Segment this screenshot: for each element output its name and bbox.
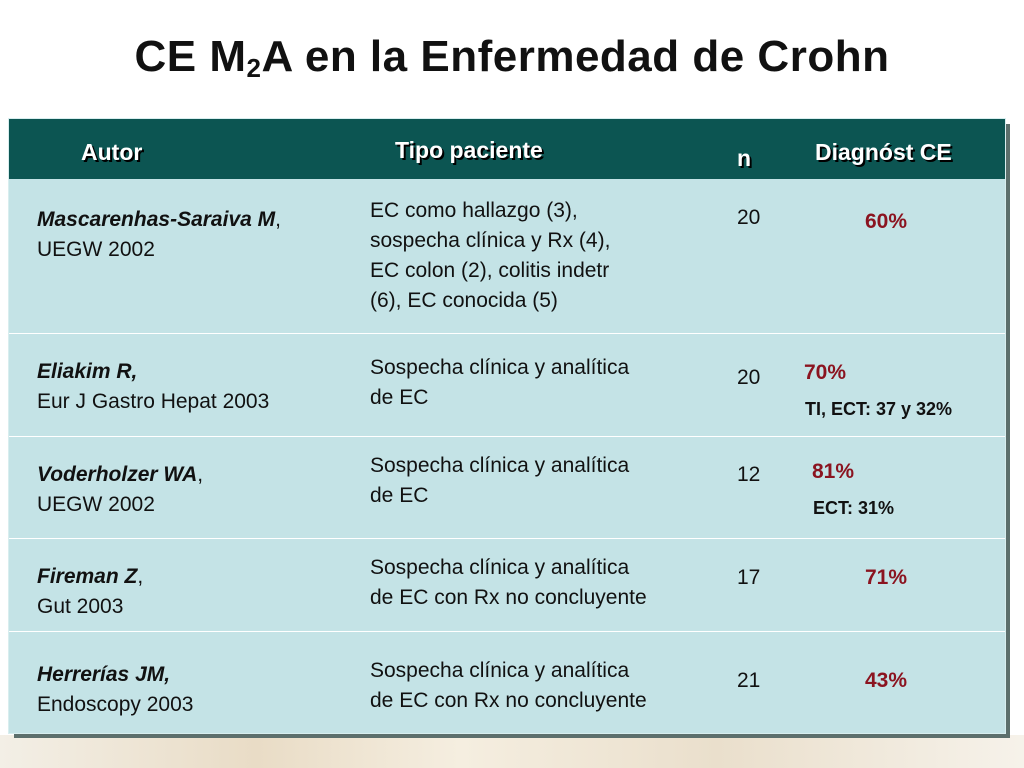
header-n: n	[737, 145, 752, 171]
n-value: 12	[737, 463, 761, 486]
n-value: 20	[737, 366, 761, 389]
table-row-author	[37, 205, 281, 265]
row-divider	[9, 436, 1005, 437]
diagnosis-percent: 60%	[865, 210, 908, 233]
n-value: 21	[737, 669, 761, 692]
table-row-author	[37, 460, 203, 520]
diagnosis-percent: 70%	[804, 361, 847, 384]
bottom-decorative-band	[0, 735, 1024, 768]
diagnosis-percent: 81%	[812, 460, 855, 483]
author-name: Mascarenhas-Saraiva M	[37, 208, 276, 231]
header-tipo-paciente: Tipo paciente	[395, 137, 543, 163]
journal: Endoscopy 2003	[37, 693, 194, 716]
patient-type: Sospecha clínica y analítica de EC	[370, 454, 630, 507]
author-suffix: ,	[137, 565, 144, 588]
header-diagnostico-ce: Diagnóst CE	[815, 139, 952, 165]
header-autor: Autor	[81, 139, 143, 165]
patient-type: Sospecha clínica y analítica de EC con Rx no concluyente	[370, 659, 647, 712]
table-header	[9, 119, 1005, 179]
author-name: Eliakim R,	[37, 360, 138, 383]
diagnosis-detail: ECT: 31%	[813, 498, 895, 518]
row-divider	[9, 333, 1005, 334]
author-suffix: ,	[197, 463, 204, 486]
table-row-author	[37, 660, 193, 720]
journal: Eur J Gastro Hepat 2003	[37, 390, 270, 413]
table-row-author	[37, 357, 269, 417]
table-row-author	[37, 562, 143, 622]
patient-type: EC como hallazgo (3), sospecha clínica y Rx (4), EC colon (2), colitis indetr (6), EC conocida (5)	[370, 199, 611, 312]
diagnosis-detail: TI, ECT: 37 y 32%	[805, 399, 953, 419]
author-name: Fireman Z	[37, 565, 138, 588]
study-table	[8, 118, 1006, 734]
row-divider	[9, 631, 1005, 632]
journal: UEGW 2002	[37, 493, 155, 516]
n-value: 17	[737, 566, 761, 589]
diagnosis-percent: 71%	[865, 566, 908, 589]
row-divider	[9, 538, 1005, 539]
n-value: 20	[737, 206, 761, 229]
author-name: Voderholzer WA	[37, 463, 198, 486]
journal: Gut 2003	[37, 595, 124, 618]
journal: UEGW 2002	[37, 238, 155, 261]
patient-type: Sospecha clínica y analítica de EC	[370, 356, 630, 409]
author-suffix: ,	[275, 208, 281, 231]
author-name: Herrerías JM,	[37, 663, 171, 686]
diagnosis-percent: 43%	[865, 669, 908, 692]
slide-title: CE $M_2A$ en la Enfermedad de Crohn	[134, 32, 890, 83]
patient-type: Sospecha clínica y analítica de EC con Rx no concluyente	[370, 556, 647, 609]
